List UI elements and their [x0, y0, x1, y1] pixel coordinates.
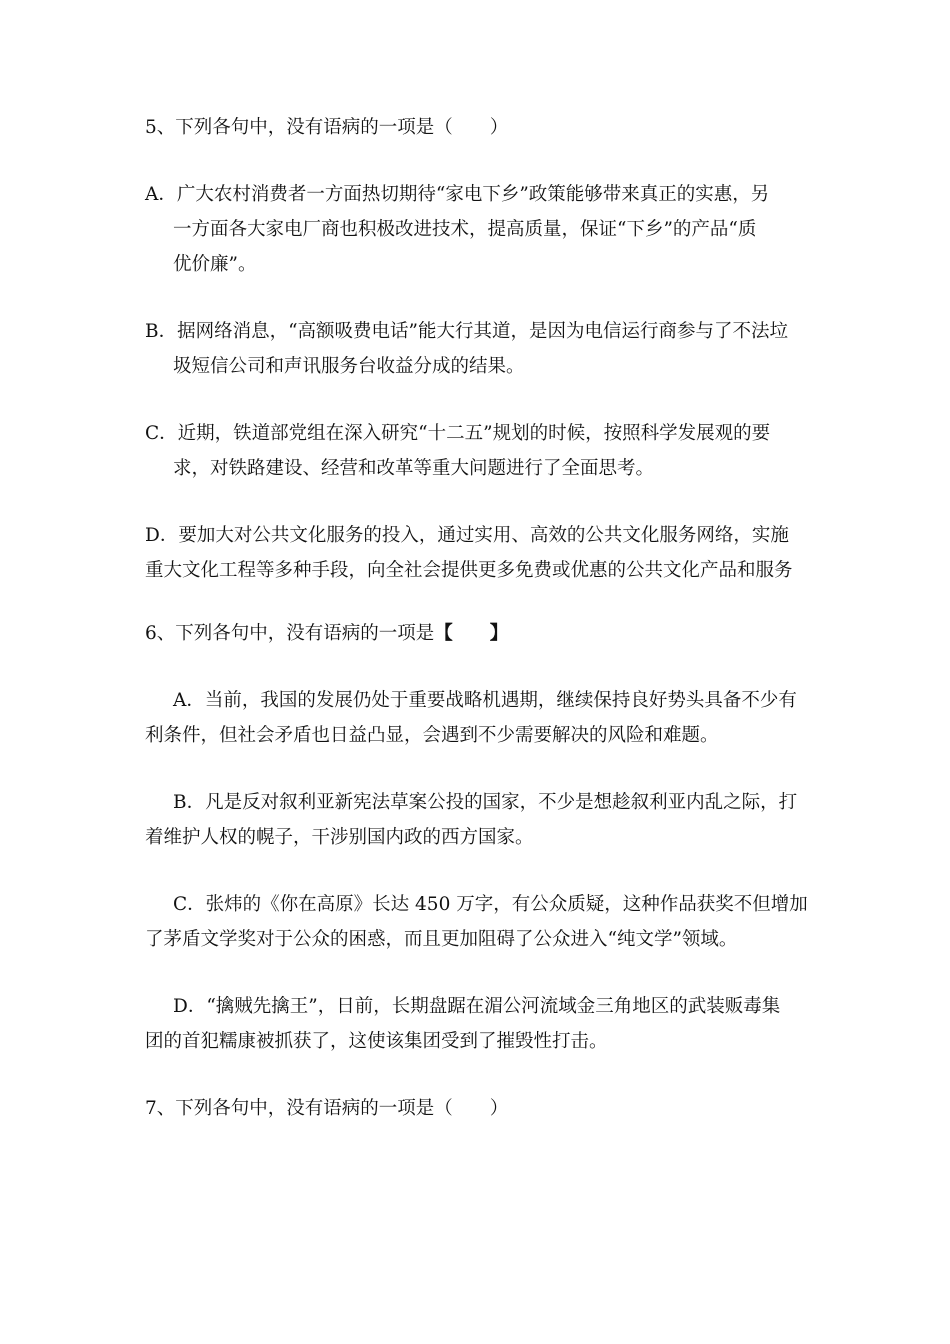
question-title-text: 6、下列各句中，没有语病的一项是	[145, 623, 435, 644]
option-b	[145, 314, 810, 384]
option-b	[145, 785, 810, 855]
option-line: 一方面各大家电厂商也积极改进技术，提高质量，保证“下乡”的产品“质	[173, 219, 757, 240]
option-d	[145, 518, 810, 588]
option-line: 圾短信公司和声讯服务台收益分成的结果。	[173, 356, 525, 377]
option-d	[145, 989, 810, 1059]
question-6	[145, 616, 810, 1059]
question-title: 7、下列各句中，没有语病的一项是（ ）	[145, 1098, 509, 1119]
option-line: A．当前，我国的发展仍处于重要战略机遇期，继续保持良好势头具备不少有	[173, 690, 797, 711]
option-line: C．张炜的《你在高原》长达 450 万字，有公众质疑，这种作品获奖不但增加	[173, 894, 808, 915]
option-line: B．凡是反对叙利亚新宪法草案公投的国家，不少是想趁叙利亚内乱之际，打	[173, 792, 798, 813]
option-line: 优价廉”。	[173, 254, 257, 275]
option-line: B．据网络消息，“高额吸费电话”能大行其道，是因为电信运行商参与了不法垃	[145, 321, 789, 342]
option-a	[145, 683, 810, 753]
option-line: 着维护人权的幌子，干涉别国内政的西方国家。	[145, 827, 534, 848]
answer-bracket: 【 】	[434, 623, 509, 644]
option-line: D．“擒贼先擒王”，日前，长期盘踞在湄公河流域金三角地区的武装贩毒集	[173, 996, 781, 1017]
option-line: C．近期，铁道部党组在深入研究“十二五”规划的时候，按照科学发展观的要	[145, 423, 771, 444]
question-title	[145, 616, 810, 651]
option-line: 团的首犯糯康被抓获了，这使该集团受到了摧毁性打击。	[145, 1031, 608, 1052]
question-7	[145, 1091, 810, 1126]
option-line: 重大文化工程等多种手段，向全社会提供更多免费或优惠的公共文化产品和服务	[145, 560, 793, 581]
option-a	[145, 177, 810, 282]
option-line: A．广大农村消费者一方面热切期待“家电下乡”政策能够带来真正的实惠，另	[145, 184, 770, 205]
document-page	[145, 110, 810, 1158]
option-line: 求，对铁路建设、经营和改革等重大问题进行了全面思考。	[173, 458, 655, 479]
option-c	[145, 416, 810, 486]
option-line: D．要加大对公共文化服务的投入，通过实用、高效的公共文化服务网络，实施	[145, 525, 789, 546]
option-line: 了茅盾文学奖对于公众的困惑，而且更加阻碍了公众进入“纯文学”领域。	[145, 929, 738, 950]
option-line: 利条件，但社会矛盾也日益凸显，会遇到不少需要解决的风险和难题。	[145, 725, 719, 746]
option-c	[145, 887, 810, 957]
question-title: 5、下列各句中，没有语病的一项是（ ）	[145, 117, 509, 138]
question-5	[145, 110, 810, 588]
